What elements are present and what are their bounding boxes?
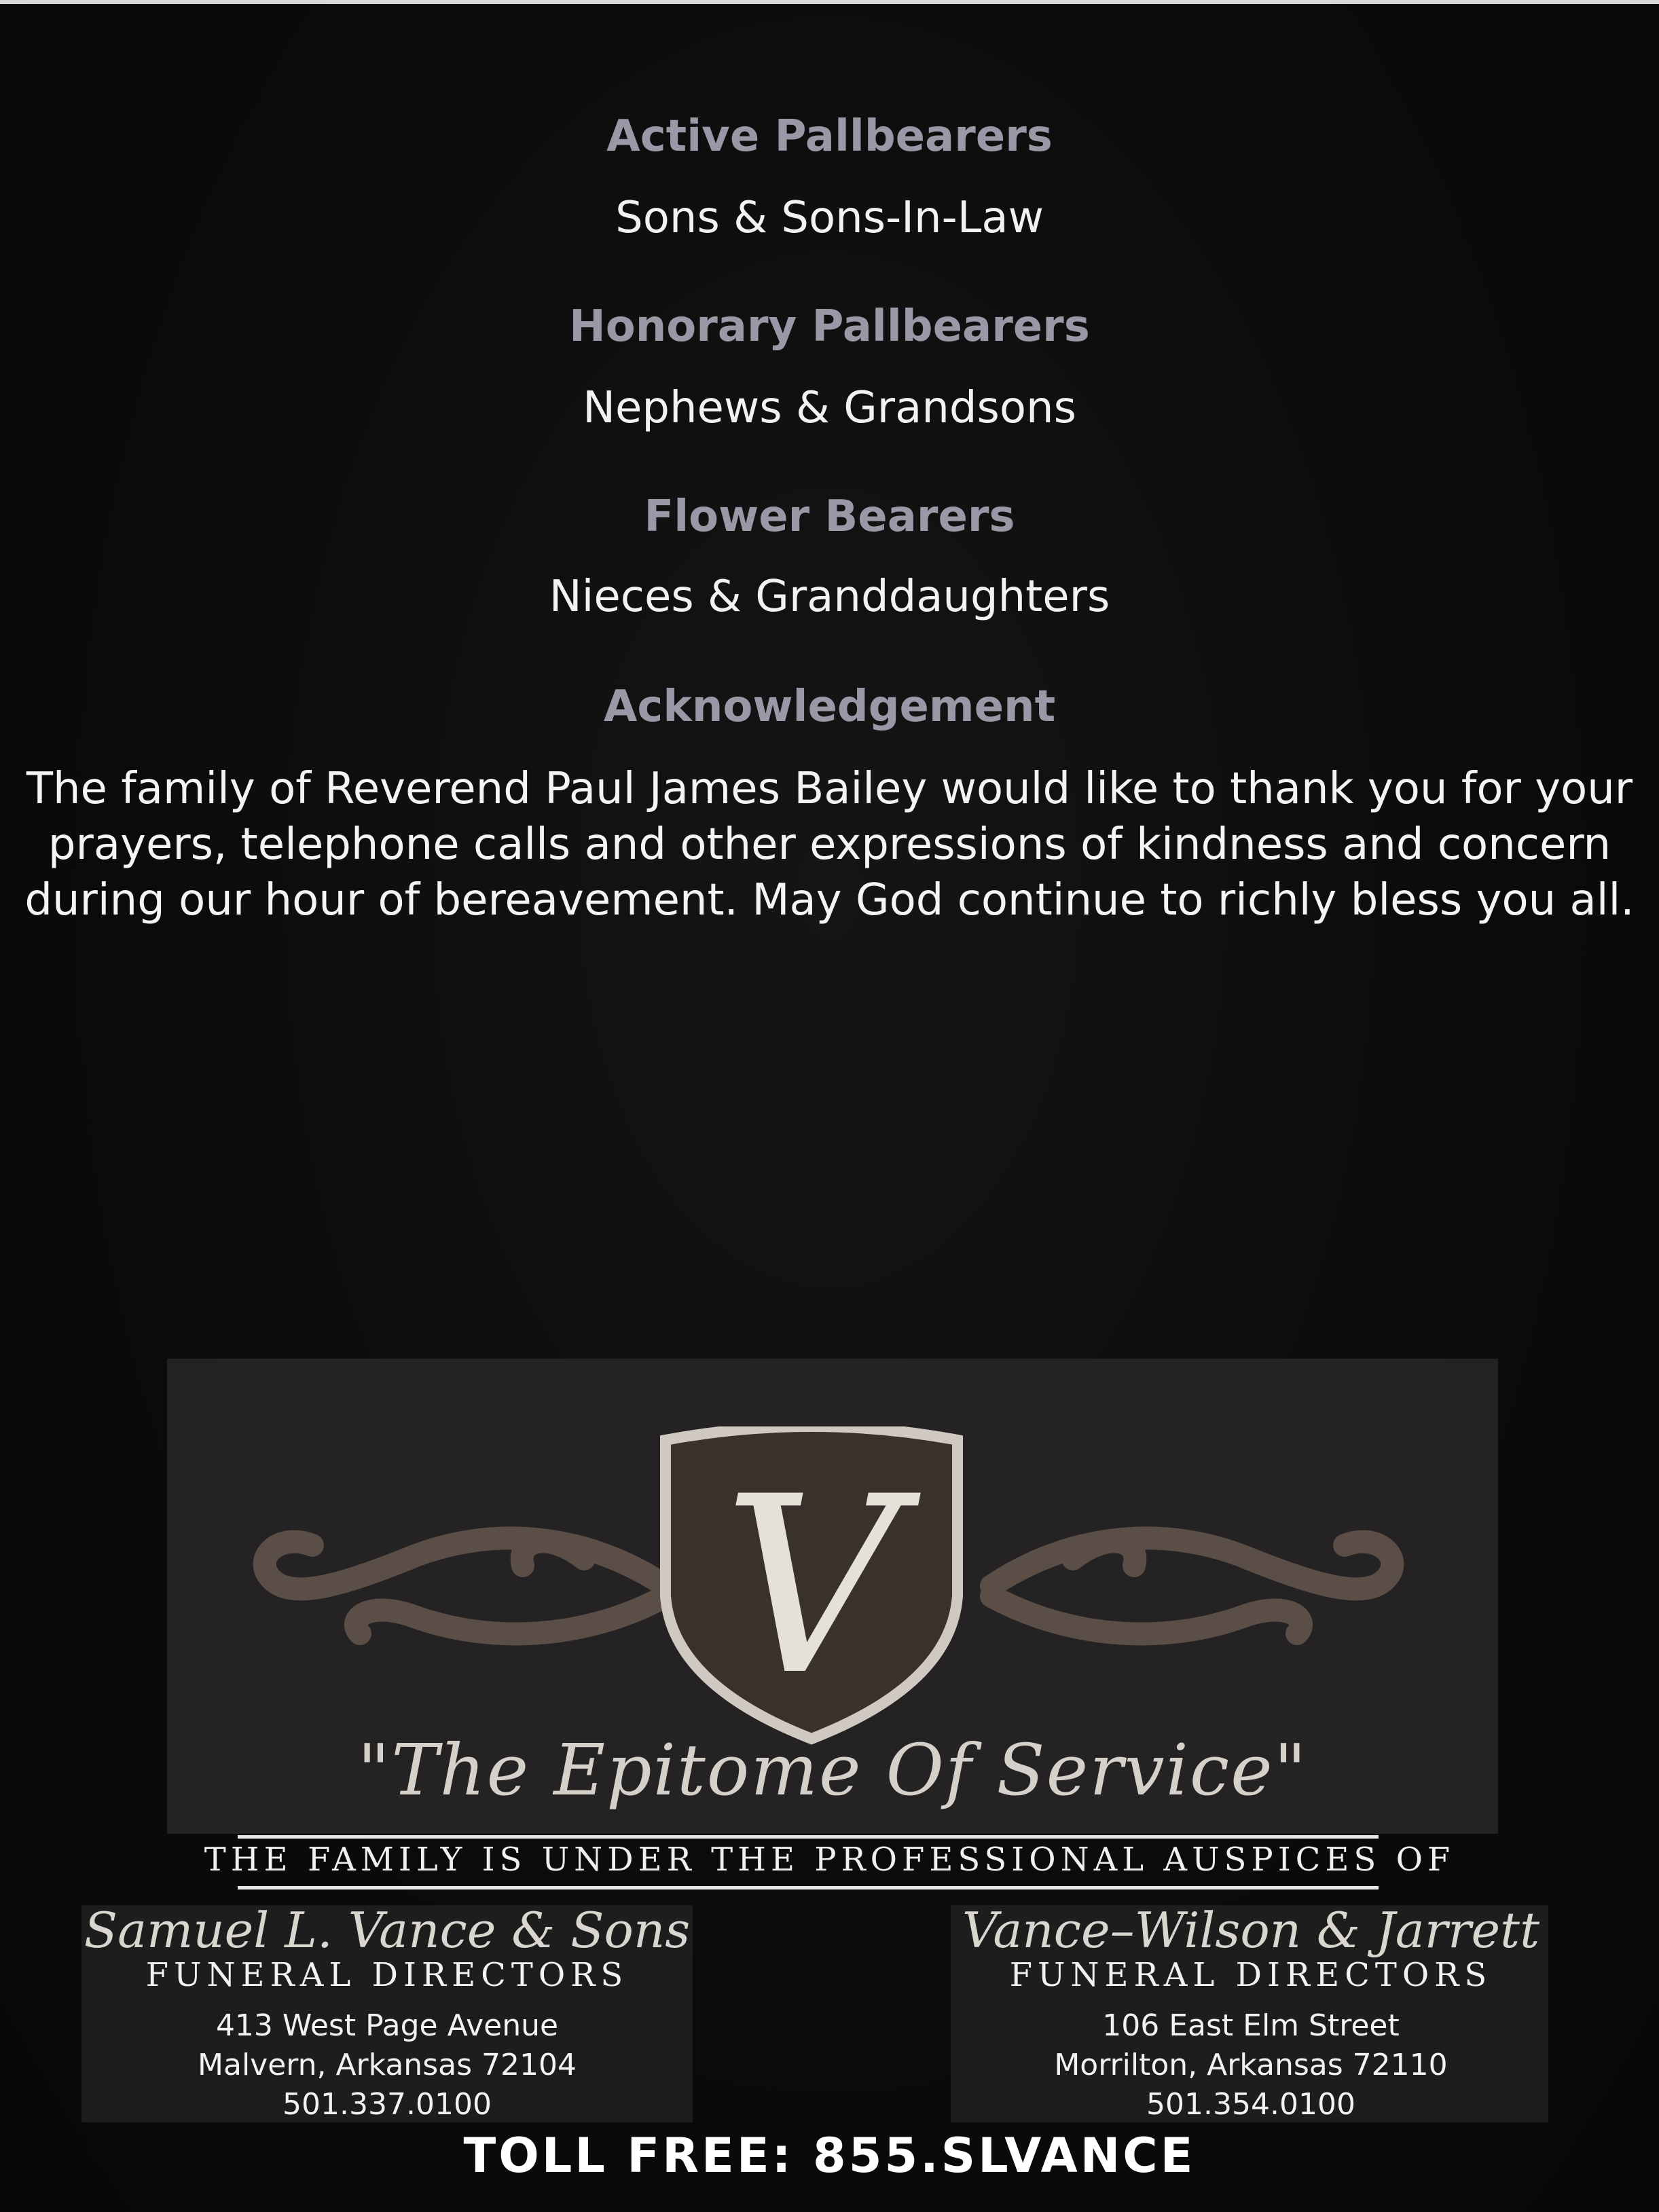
funeral-home-name: Vance–Wilson & Jarrett (962, 1902, 1540, 1959)
funeral-home-title: FUNERAL DIRECTORS (1009, 1956, 1493, 1994)
flower-bearers-heading: Flower Bearers (644, 492, 1015, 542)
funeral-home-city: Morrilton, Arkansas 72110 (1054, 2048, 1448, 2082)
funeral-home-street: 413 West Page Avenue (215, 2008, 559, 2043)
funeral-home-malvern (81, 1902, 693, 2124)
acknowledgement-body: The family of Reverend Paul James Bailey would like to thank you for your prayers, telephone calls and other expressions of kindness and concern during our hour of bereavement. May God continue to richly bless you all. (24, 764, 1635, 925)
tagline: "The Epitome Of Service" (357, 1729, 1308, 1811)
shield-monogram-icon (652, 1426, 971, 1746)
funeral-home-phone: 501.354.0100 (1146, 2087, 1355, 2122)
active-pallbearers-heading: Active Pallbearers (606, 111, 1053, 162)
active-pallbearers-text: Sons & Sons-In-Law (615, 193, 1044, 243)
funeral-home-street: 106 East Elm Street (1102, 2008, 1400, 2043)
flower-bearers-text: Nieces & Granddaughters (549, 572, 1110, 622)
divider-bottom (238, 1886, 1379, 1890)
auspices-text: THE FAMILY IS UNDER THE PROFESSIONAL AUSPICES OF (204, 1841, 1455, 1879)
toll-free-number: TOLL FREE: 855.SLVANCE (463, 2128, 1196, 2183)
funeral-home-phone: 501.337.0100 (282, 2087, 492, 2122)
divider-top (238, 1835, 1379, 1839)
funeral-home-city: Malvern, Arkansas 72104 (198, 2048, 577, 2082)
funeral-home-morrilton (945, 1902, 1556, 2124)
honorary-pallbearers-text: Nephews & Grandsons (583, 383, 1076, 433)
honorary-pallbearers-heading: Honorary Pallbearers (569, 301, 1090, 352)
shield-monogram-letter: V (723, 1444, 900, 1729)
acknowledgement-heading: Acknowledgement (603, 682, 1056, 732)
funeral-home-name: Samuel L. Vance & Sons (84, 1902, 691, 1959)
funeral-home-title: FUNERAL DIRECTORS (145, 1956, 629, 1994)
